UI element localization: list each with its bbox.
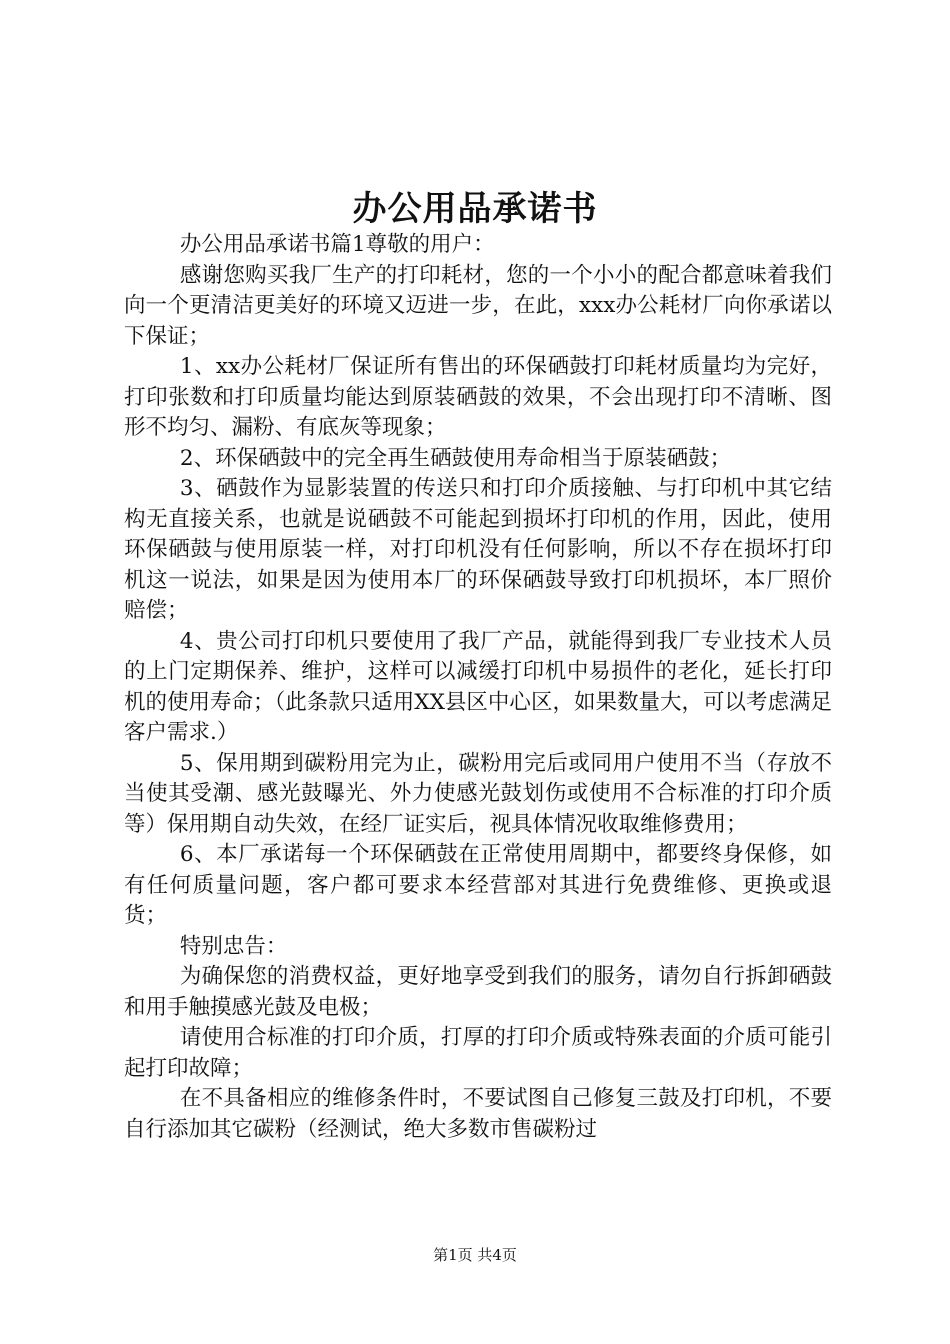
paragraph-warning-2: 请使用合标准的打印介质，打厚的打印介质或特殊表面的介质可能引起打印故障； bbox=[124, 1025, 832, 1081]
document-body bbox=[124, 230, 832, 1145]
paragraph-item-4: 4、贵公司打印机只要使用了我厂产品，就能得到我厂专业技术人员的上门定期保养、维护，这样可以减缓打印机中易损件的老化，延长打印机的使用寿命；（此条款只适用XX县区中心区，如果数量大，可以考虑满足客户需求.） bbox=[124, 628, 832, 745]
paragraph-item-3: 3、硒鼓作为显影装置的传送只和打印介质接触、与打印机中其它结构无直接关系，也就是说硒鼓不可能起到损坏打印机的作用，因此，使用环保硒鼓与使用原装一样，对打印机没有任何影响，所以不存在损坏打印机这一说法，如果是因为使用本厂的环保硒鼓导致打印机损坏，本厂照价赔偿； bbox=[124, 476, 832, 623]
paragraph-warning-3: 在不具备相应的维修条件时，不要试图自己修复三鼓及打印机，不要自行添加其它碳粉（经测试，绝大多数市售碳粉过 bbox=[124, 1086, 832, 1142]
document-title: 办公用品承诺书 bbox=[352, 189, 598, 229]
paragraph-thanks: 感谢您购买我厂生产的打印耗材，您的一个小小的配合都意味着我们向一个更清洁更美好的环境又迈进一步，在此，xxx办公耗材厂向你承诺以下保证； bbox=[124, 262, 832, 349]
page-footer: 第1页 共4页 bbox=[433, 1246, 517, 1264]
paragraph-item-1: 1、xx办公耗材厂保证所有售出的环保硒鼓打印耗材质量均为完好，打印张数和打印质量均能达到原装硒鼓的效果，不会出现打印不清晰、图形不均匀、漏粉、有底灰等现象； bbox=[124, 354, 832, 440]
paragraph-item-2: 2、环保硒鼓中的完全再生硒鼓使用寿命相当于原装硒鼓； bbox=[179, 445, 732, 471]
paragraph-warning-heading: 特别忠告： bbox=[179, 933, 288, 959]
paragraph-item-5: 5、保用期到碳粉用完为止，碳粉用完后或同用户使用不当（存放不当使其受潮、感光鼓曝光、外力使感光鼓划伤或使用不合标准的打印介质等）保用期自动失效，在经厂证实后，视具体情况收取维修费用； bbox=[124, 750, 832, 837]
paragraph-item-6: 6、本厂承诺每一个环保硒鼓在正常使用周期中，都要终身保修，如有任何质量问题，客户都可要求本经营部对其进行免费维修、更换或退货； bbox=[124, 842, 832, 928]
paragraph-intro: 办公用品承诺书篇1尊敬的用户： bbox=[179, 232, 495, 257]
paragraph-warning-1: 为确保您的消费权益，更好地享受到我们的服务，请勿自行拆卸硒鼓和用手触摸感光鼓及电极； bbox=[124, 964, 832, 1020]
